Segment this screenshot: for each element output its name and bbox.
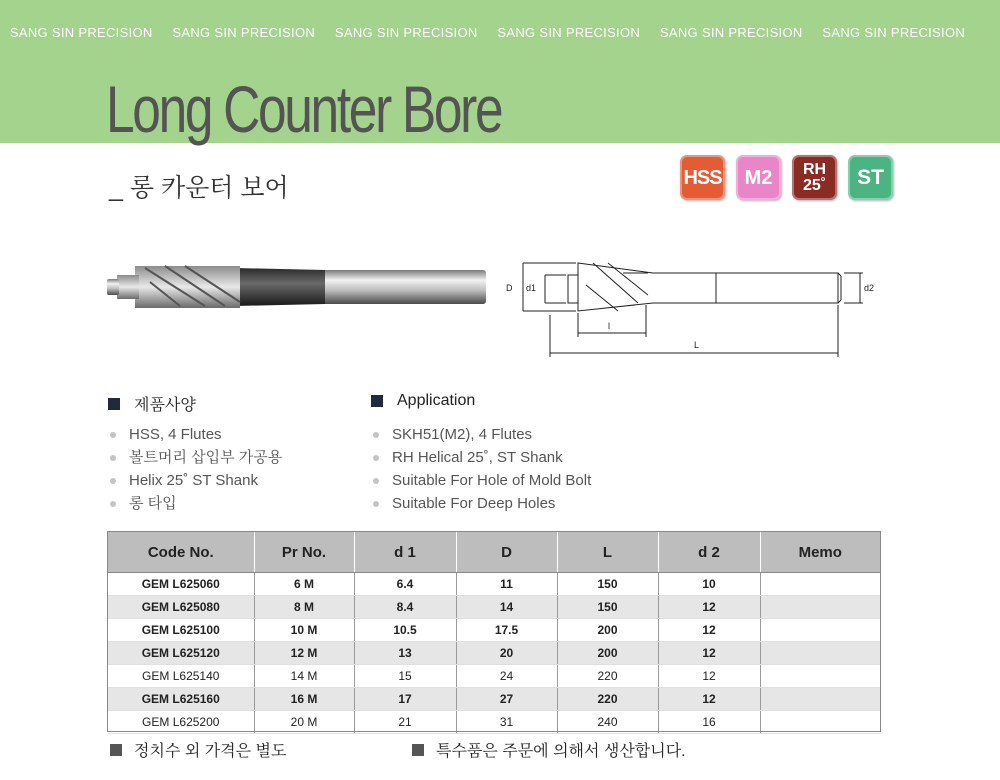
- table-cell: [760, 596, 880, 619]
- col-pr-no: Pr No.: [254, 532, 354, 573]
- table-cell: 10.5: [354, 619, 456, 642]
- table-cell: 20 M: [254, 711, 354, 734]
- application-heading-label: Application: [397, 392, 476, 409]
- table-cell: [760, 573, 880, 596]
- table-cell: [760, 688, 880, 711]
- page-subtitle: _ 롱 카운터 보어: [109, 174, 289, 202]
- table-cell: 220: [557, 665, 658, 688]
- square-bullet-icon: [110, 744, 122, 756]
- list-item-text: 볼트머리 삽입부 가공용: [129, 449, 283, 466]
- table-cell: 15: [354, 665, 456, 688]
- application-heading: [371, 392, 475, 410]
- table-cell: GEM L625060: [108, 573, 254, 596]
- table-cell: 12 M: [254, 642, 354, 665]
- table-cell: 12: [658, 665, 760, 688]
- st-badge-label: ST: [857, 166, 884, 189]
- dim-d1: d1: [526, 283, 537, 293]
- table-cell: [760, 642, 880, 665]
- list-item: [110, 423, 282, 446]
- table-cell: GEM L625200: [108, 711, 254, 734]
- table-cell: 27: [456, 688, 557, 711]
- table-cell: 16: [658, 711, 760, 734]
- table-cell: 6 M: [254, 573, 354, 596]
- rh25-badge: [792, 155, 837, 200]
- spec-table: [108, 532, 880, 734]
- list-item-text: Helix 25˚ ST Shank: [129, 472, 258, 489]
- price-note-text: 정치수 외 가격은 별도: [134, 743, 287, 760]
- table-cell: 150: [557, 596, 658, 619]
- bullet-icon: [110, 478, 116, 484]
- table-cell: 220: [557, 688, 658, 711]
- table-cell: 21: [354, 711, 456, 734]
- table-cell: 10: [658, 573, 760, 596]
- list-item: [110, 446, 282, 469]
- list-item: [110, 492, 282, 515]
- bullet-icon: [110, 432, 116, 438]
- table-cell: 31: [456, 711, 557, 734]
- table-cell: [760, 619, 880, 642]
- table-row: [108, 596, 880, 619]
- col-code-no: Code No.: [108, 532, 254, 573]
- table-cell: 12: [658, 642, 760, 665]
- table-cell: 13: [354, 642, 456, 665]
- list-item: [110, 469, 282, 492]
- square-bullet-icon: [108, 398, 120, 410]
- table-cell: 200: [557, 619, 658, 642]
- dim-d2: d2: [864, 283, 875, 293]
- list-item-text: HSS, 4 Flutes: [129, 426, 222, 443]
- list-item: [373, 446, 591, 469]
- hss-badge-label: HSS: [683, 166, 722, 189]
- table-row: [108, 573, 880, 596]
- list-item-text: RH Helical 25˚, ST Shank: [392, 449, 563, 466]
- list-item-text: 롱 타입: [129, 495, 177, 512]
- dimension-drawing: [498, 245, 878, 360]
- list-item: [373, 492, 591, 515]
- table-cell: GEM L625100: [108, 619, 254, 642]
- list-item-text: Suitable For Hole of Mold Bolt: [392, 472, 592, 489]
- table-row: [108, 642, 880, 665]
- table-row: [108, 619, 880, 642]
- watermark-text: SANG SIN PRECISION: [659, 25, 803, 40]
- table-cell: 240: [557, 711, 658, 734]
- table-cell: 6.4: [354, 573, 456, 596]
- table-cell: 24: [456, 665, 557, 688]
- table-row: [108, 665, 880, 688]
- watermark-text: SANG SIN PRECISION: [822, 25, 966, 40]
- page-title: Long Counter Bore: [106, 72, 502, 146]
- table-row: [108, 711, 880, 734]
- col-d2: d 2: [658, 532, 760, 573]
- table-cell: 17.5: [456, 619, 557, 642]
- specs-list: [110, 423, 282, 515]
- table-cell: [760, 711, 880, 734]
- table-cell: 20: [456, 642, 557, 665]
- table-cell: 8 M: [254, 596, 354, 619]
- st-badge: [848, 155, 893, 200]
- col-d1: d 1: [354, 532, 456, 573]
- watermark-text: SANG SIN PRECISION: [497, 25, 641, 40]
- watermark-text: SANG SIN PRECISION: [172, 25, 316, 40]
- col-memo: Memo: [760, 532, 880, 573]
- list-item-text: SKH51(M2), 4 Flutes: [392, 426, 533, 443]
- dim-l: l: [608, 321, 610, 331]
- table-cell: [760, 665, 880, 688]
- table-cell: 12: [658, 688, 760, 711]
- square-bullet-icon: [412, 744, 424, 756]
- watermark-text: SANG SIN PRECISION: [334, 25, 478, 40]
- table-cell: 12: [658, 619, 760, 642]
- table-cell: GEM L625080: [108, 596, 254, 619]
- application-list: [373, 423, 591, 515]
- bullet-icon: [110, 501, 116, 507]
- bullet-icon: [373, 501, 379, 507]
- dim-D: D: [506, 283, 513, 293]
- specs-heading: [108, 392, 196, 415]
- table-cell: 16 M: [254, 688, 354, 711]
- col-L: L: [557, 532, 658, 573]
- table-header-row: [108, 532, 880, 573]
- list-item-text: Suitable For Deep Holes: [392, 495, 556, 512]
- square-bullet-icon: [371, 395, 383, 407]
- bullet-icon: [373, 432, 379, 438]
- hss-badge: [680, 155, 725, 200]
- table-cell: 11: [456, 573, 557, 596]
- price-note: [110, 738, 286, 761]
- table-row: [108, 688, 880, 711]
- watermark-row: [0, 25, 1000, 40]
- m2-badge: [736, 155, 781, 200]
- table-cell: 12: [658, 596, 760, 619]
- table-cell: 17: [354, 688, 456, 711]
- counter-bore-tool-image: [105, 262, 490, 312]
- table-cell: 8.4: [354, 596, 456, 619]
- table-cell: 14 M: [254, 665, 354, 688]
- col-D: D: [456, 532, 557, 573]
- rh-angle-label: 25˚: [802, 176, 827, 194]
- table-cell: 200: [557, 642, 658, 665]
- bullet-icon: [373, 455, 379, 461]
- table-cell: 10 M: [254, 619, 354, 642]
- table-cell: GEM L625140: [108, 665, 254, 688]
- special-order-note: [412, 738, 686, 761]
- m2-badge-label: M2: [744, 166, 773, 189]
- dim-L: L: [694, 340, 700, 350]
- bullet-icon: [373, 478, 379, 484]
- list-item: [373, 469, 591, 492]
- table-cell: GEM L625120: [108, 642, 254, 665]
- specs-heading-label: 제품사양: [134, 397, 196, 414]
- table-cell: GEM L625160: [108, 688, 254, 711]
- bullet-icon: [110, 455, 116, 461]
- material-badges: [680, 155, 893, 200]
- list-item: [373, 423, 591, 446]
- table-cell: 14: [456, 596, 557, 619]
- watermark-text: SANG SIN PRECISION: [9, 25, 153, 40]
- special-order-note-text: 특수품은 주문에 의해서 생산합니다.: [436, 743, 686, 760]
- table-cell: 150: [557, 573, 658, 596]
- rh-badge-label: RH: [802, 160, 827, 178]
